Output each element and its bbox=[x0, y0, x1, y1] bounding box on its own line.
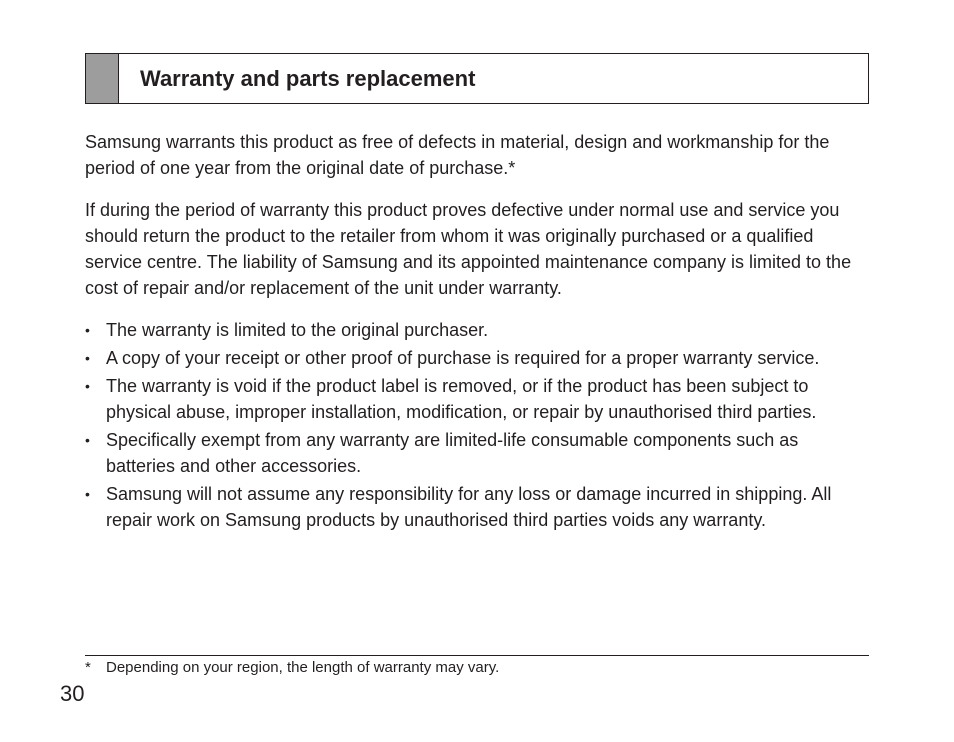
warranty-conditions-list bbox=[85, 317, 871, 533]
bullet-icon: • bbox=[85, 486, 90, 502]
bullet-icon: • bbox=[85, 432, 90, 448]
footnote-mark: * bbox=[85, 659, 91, 676]
paragraph-warranty-period: Samsung warrants this product as free of defects in material, design and workmanship for the period of one year from the original date of purchase.* bbox=[85, 132, 830, 178]
bullet-icon: • bbox=[85, 322, 90, 338]
bullet-icon: • bbox=[85, 350, 90, 366]
list-item bbox=[85, 317, 871, 343]
page-number: 30 bbox=[60, 681, 85, 706]
list-item bbox=[85, 427, 871, 479]
paragraph-warranty-liability: If during the period of warranty this product proves defective under normal use and service you should return the product to the retailer from whom it was originally purchased or a qualified service centre. The liability of Samsung and its appointed maintenance company is limited to the cost of repair and/or replacement of the unit under warranty. bbox=[85, 200, 852, 298]
list-item-text: The warranty is limited to the original purchaser. bbox=[106, 320, 489, 340]
list-item-text: Samsung will not assume any responsibility for any loss or damage incurred in shipping. All repair work on Samsung products by unauthorised third parties voids any warranty. bbox=[106, 484, 832, 530]
section-marker bbox=[86, 54, 119, 103]
list-item bbox=[85, 481, 871, 533]
section-header bbox=[85, 53, 869, 104]
list-item-text: The warranty is void if the product label is removed, or if the product has been subject to physical abuse, improper installation, modification, or repair by unauthorised third parties. bbox=[106, 376, 817, 422]
section-title: Warranty and parts replacement bbox=[140, 66, 476, 91]
bullet-icon: • bbox=[85, 378, 90, 394]
footnote bbox=[85, 658, 499, 678]
footnote-text: Depending on your region, the length of warranty may vary. bbox=[106, 659, 500, 676]
list-item-text: Specifically exempt from any warranty are limited-life consumable components such as batteries and other accessories. bbox=[106, 430, 799, 476]
main-content bbox=[85, 129, 871, 535]
list-item-text: A copy of your receipt or other proof of purchase is required for a proper warranty service. bbox=[106, 348, 820, 368]
list-item bbox=[85, 373, 871, 425]
footnote-divider bbox=[85, 655, 869, 656]
list-item bbox=[85, 345, 871, 371]
